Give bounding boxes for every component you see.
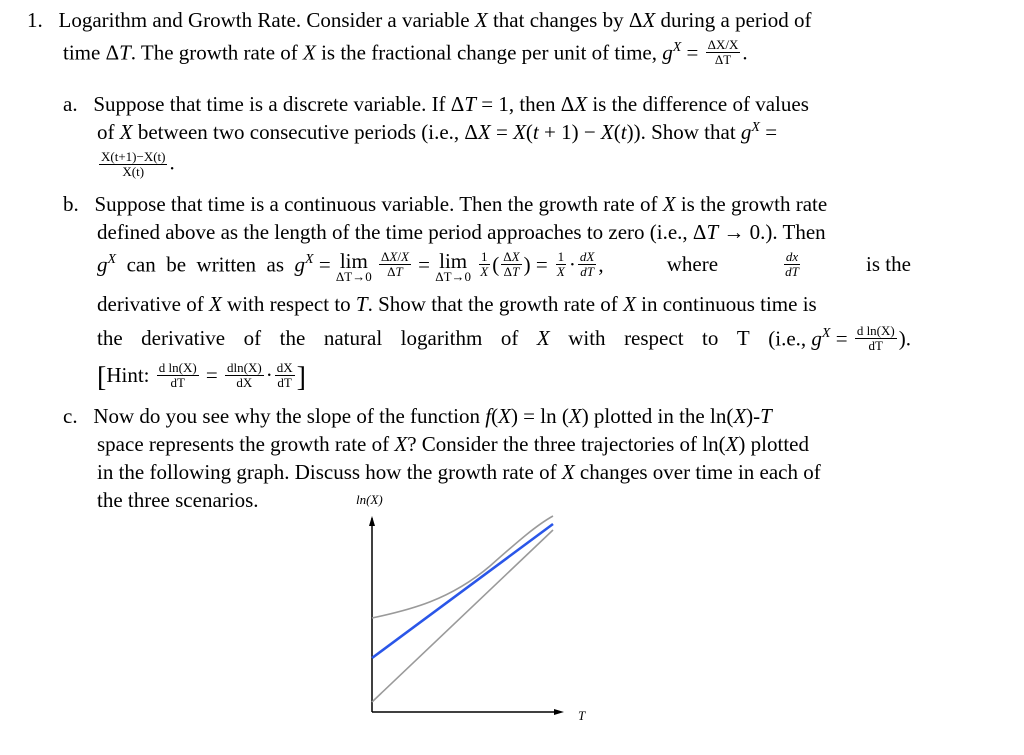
part-b-line-2: defined above as the length of the time period approaches to zero (i.e., ΔT → 0.). Then bbox=[97, 220, 826, 244]
part-c-line-2: space represents the growth rate of X? Consider the three trajectories of ln(X) plotted bbox=[97, 432, 809, 456]
part-a-line-3: $\frac{X(t+1)-X(t)}{X(t)}$ . bbox=[101, 149, 175, 179]
ln-derivative-fraction: $\frac{\text{d ln(X)}}{dT}$ bbox=[856, 323, 895, 353]
limit-2: lim ΔT→0 bbox=[435, 249, 472, 284]
part-b-label: b. bbox=[63, 192, 79, 216]
part-b-line-3: $g^X$ can be written as $g^X$ = lim ΔT→0 $\frac{\Delta X/X}{\Delta T}$ = lim ΔT→0 $\frac{1}{X}$ ( $\frac{\Delta X}{\Delta T}$ ) = $\frac{1}{X}$ · $\frac{dX}{dT}$ , where $\frac{dx}{dT}$ is the bbox=[97, 249, 911, 284]
part-c-line-1: c. Now do you see why the slope of the function f(X) = ln (X) plotted in the ln(X)-T bbox=[63, 404, 772, 428]
growth-rate-fraction: $\frac{\Delta X/X}{\Delta T}$ bbox=[707, 37, 739, 67]
trajectory-blue bbox=[372, 524, 553, 658]
hint-line: [Hint: $\frac{\text{d ln(X)}}{dT}$ = $\frac{dln(X)}{dX}$ · $\frac{dX}{dT}$ ] bbox=[97, 359, 306, 393]
y-axis-label: ln(X) bbox=[356, 492, 383, 507]
part-a-line-2: of X between two consecutive periods (i.e., ΔX = X(t + 1) − X(t)). Show that $g^X$ = bbox=[97, 120, 778, 144]
question-number: 1. bbox=[27, 8, 43, 32]
part-a-line-1: a. Suppose that time is a discrete variable. If ΔT = 1, then ΔX is the difference of values bbox=[63, 92, 809, 116]
x-axis-arrow bbox=[554, 709, 564, 715]
is-the-text: is the bbox=[866, 252, 911, 276]
hint-label: Hint: bbox=[106, 363, 150, 387]
question-line-1: 1. Logarithm and Growth Rate. Consider a variable X that changes by ΔX during a period of bbox=[27, 8, 812, 32]
part-a-fraction: $\frac{X(t+1)-X(t)}{X(t)}$ bbox=[101, 149, 166, 179]
part-c-line-4: the three scenarios. bbox=[97, 488, 259, 512]
y-axis-arrow bbox=[369, 516, 375, 526]
question-title: Logarithm and Growth Rate. bbox=[58, 8, 302, 32]
where-text: where bbox=[666, 252, 719, 276]
part-a-label: a. bbox=[63, 92, 78, 116]
trajectory-upper-gray bbox=[372, 516, 553, 618]
trajectory-graph bbox=[350, 490, 610, 740]
part-b-line-1: b. Suppose that time is a continuous variable. Then the growth rate of X is the growth rate bbox=[63, 192, 828, 216]
part-b-line-4: derivative of X with respect to T. Show that the growth rate of X in continuous time is bbox=[97, 292, 817, 316]
part-c-line-3: in the following graph. Discuss how the growth rate of X changes over time in each of bbox=[97, 460, 821, 484]
trajectory-lower-gray bbox=[372, 530, 553, 702]
limit-1: lim ΔT→0 bbox=[335, 249, 372, 284]
part-c-label: c. bbox=[63, 404, 78, 428]
x-axis-label: T bbox=[578, 708, 586, 723]
part-b-line-5: the derivative of the natural logarithm of X with respect to T (i.e., $g^X$ = $\frac{\text{d ln(X)}}{dT}$ ). bbox=[97, 323, 911, 353]
question-line-2: time ΔT. The growth rate of X is the fractional change per unit of time, $g^X$ = $\frac{\Delta X/X}{\Delta T}$ . bbox=[63, 37, 748, 67]
